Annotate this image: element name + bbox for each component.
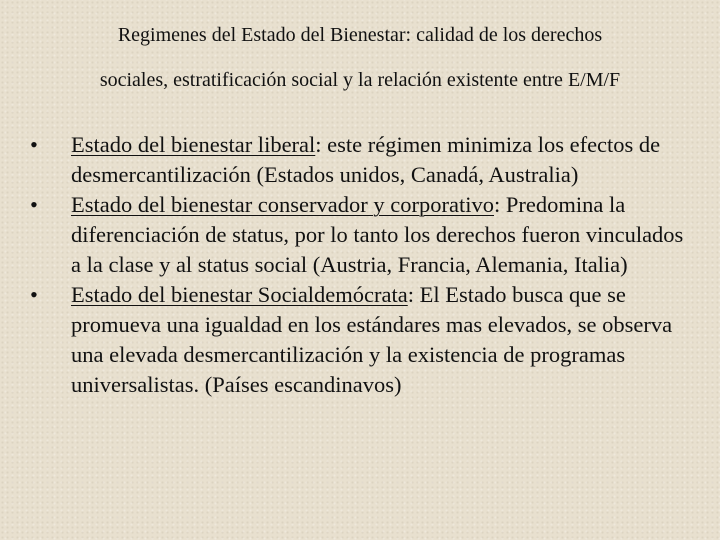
slide-title-line-2: sociales, estratificación social y la relación existente entre E/M/F (99, 69, 621, 91)
bullet-term-conservador: Estado del bienestar conservador y corporativo (71, 192, 494, 217)
bullet-text-conservador: : Predomina la diferenciación de status, por lo tanto los derechos fueron vinculados a la clase y al status social (Austria, Francia, Alemania, Italia) (71, 192, 684, 277)
slide-title-line-1: Regimenes del Estado del Bienestar: calidad de los derechos (117, 24, 603, 46)
bullet-list (30, 130, 690, 400)
bullet-icon: • (30, 132, 38, 157)
bullet-item-socialdemocrata (30, 280, 690, 400)
bullet-item-conservador (30, 190, 690, 280)
bullet-icon: • (30, 192, 38, 217)
bullet-icon: • (30, 282, 38, 307)
bullet-text-liberal: : este régimen minimiza los efectos de desmercantilización (Estados unidos, Canadá, Australia) (71, 132, 661, 187)
bullet-term-liberal: Estado del bienestar liberal (71, 132, 316, 157)
bullet-term-socialdemocrata: Estado del bienestar Socialdemócrata (71, 282, 408, 307)
bullet-item-liberal (30, 130, 690, 190)
bullet-text-socialdemocrata: : El Estado busca que se promueva una igualdad en los estándares mas elevados, se observa una elevada desmercantilización y la existencia de programas universalistas. (Países escandinavos) (71, 282, 673, 397)
